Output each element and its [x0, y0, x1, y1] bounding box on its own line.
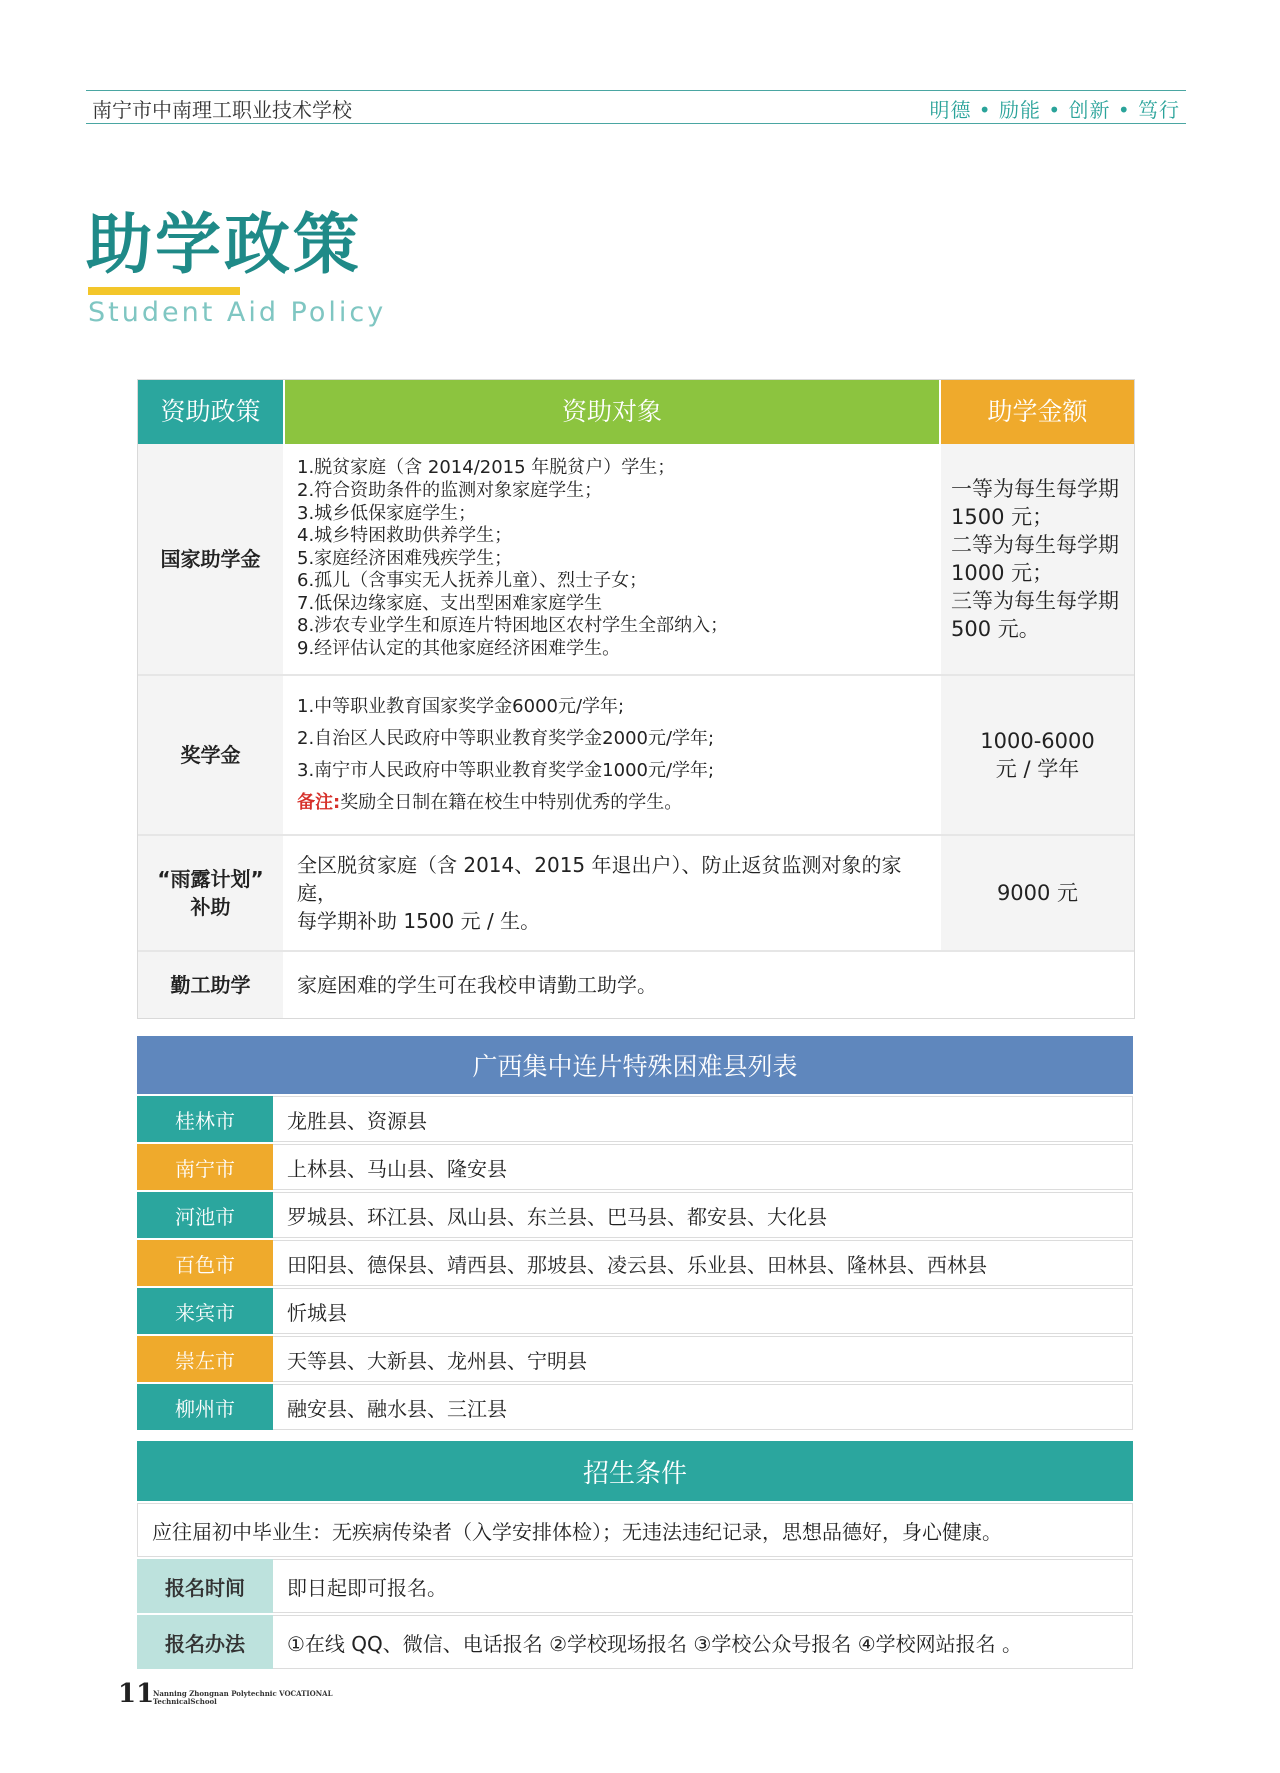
policy-name: 奖学金: [138, 676, 283, 834]
header-policy: 资助政策: [138, 380, 283, 444]
county-names: 田阳县、德保县、靖西县、那坡县、凌云县、乐业县、田林县、隆林县、西林县: [273, 1240, 1133, 1286]
county-names: 忻城县: [273, 1288, 1133, 1334]
amount-line: 1500 元；: [951, 505, 1054, 529]
city-label: 柳州市: [137, 1384, 273, 1430]
list-item: [137, 1336, 1133, 1382]
policy-name-line: 补助: [190, 895, 231, 919]
city-label: 桂林市: [137, 1096, 273, 1142]
admission-time-label: 报名时间: [137, 1559, 273, 1613]
note-label: 备注:: [297, 792, 341, 813]
table-row-work-study: [138, 950, 1134, 1018]
target-item: 9.经评估认定的其他家庭经济困难学生。: [297, 638, 621, 660]
target-item: 5.家庭经济困难残疾学生；: [297, 547, 513, 569]
list-item: [137, 1144, 1133, 1190]
policy-name: [138, 836, 283, 950]
list-item: [137, 1288, 1133, 1334]
amount-line: 二等为每生每学期: [951, 533, 1119, 557]
page-subtitle: Student Aid Policy: [88, 297, 387, 328]
amount-line: 三等为每生每学期: [951, 589, 1119, 613]
policy-targets: [283, 444, 939, 674]
amount-line: 1000-6000: [980, 729, 1095, 753]
admission-time-row: [137, 1559, 1133, 1613]
policy-targets: 家庭困难的学生可在我校申请勤工助学。: [283, 952, 1134, 1018]
table-row-scholarship: [138, 674, 1134, 834]
amount-line: 一等为每生每学期: [951, 477, 1119, 501]
county-list: [137, 1096, 1133, 1432]
admission-title: 招生条件: [137, 1441, 1133, 1501]
table-header-row: [138, 380, 1134, 444]
target-item: 全区脱贫家庭（含 2014、2015 年退出户）、防止返贫监测对象的家庭，: [297, 853, 902, 905]
footer-school-name: [153, 1690, 353, 1706]
footer-school-line: TechnicalSchool: [153, 1697, 217, 1706]
county-names: 上林县、马山县、隆安县: [273, 1144, 1133, 1190]
amount-lines: [951, 475, 1119, 643]
policy-name: 勤工助学: [138, 952, 283, 1018]
list-item: [137, 1096, 1133, 1142]
amount-line: 1000 元；: [951, 561, 1054, 585]
policy-targets: [283, 676, 939, 834]
policy-amount: 9000 元: [939, 836, 1134, 950]
aid-policy-table: [137, 379, 1135, 1019]
target-item: 2.符合资助条件的监测对象家庭学生；: [297, 479, 603, 501]
city-label: 百色市: [137, 1240, 273, 1286]
county-names: 天等县、大新县、龙州县、宁明县: [273, 1336, 1133, 1382]
county-names: 龙胜县、资源县: [273, 1096, 1133, 1142]
page-number: 11: [118, 1679, 155, 1709]
city-label: 河池市: [137, 1192, 273, 1238]
target-item: 8.涉农专业学生和原连片特困地区农村学生全部纳入；: [297, 615, 729, 637]
target-item: 6.孤儿（含事实无人抚养儿童）、烈士子女；: [297, 570, 648, 592]
policy-amount: [939, 444, 1134, 674]
target-item: 2.自治区人民政府中等职业教育奖学金2000元/学年;: [297, 728, 715, 749]
school-name: 南宁市中南理工职业技术学校: [92, 98, 352, 122]
target-item: 1.中等职业教育国家奖学金6000元/学年;: [297, 696, 625, 717]
city-label: 崇左市: [137, 1336, 273, 1382]
footer-school-line: Nanning Zhongnan Polytechnic VOCATIONAL: [153, 1689, 333, 1698]
amount-line: 500 元。: [951, 617, 1040, 641]
policy-targets: [283, 836, 939, 950]
scholarship-note: [297, 787, 927, 819]
admission-method-row: [137, 1615, 1133, 1669]
target-item: 3.城乡低保家庭学生；: [297, 502, 477, 524]
admission-method-value: ①在线 QQ、微信、电话报名 ②学校现场报名 ③学校公众号报名 ④学校网站报名 。: [273, 1615, 1133, 1669]
amount-line: 元 / 学年: [995, 757, 1080, 781]
county-list-title: 广西集中连片特殊困难县列表: [137, 1036, 1133, 1094]
target-item: 1.脱贫家庭（含 2014/2015 年脱贫户）学生；: [297, 457, 676, 479]
admission-time-value: 即日起即可报名。: [273, 1559, 1133, 1613]
admission-method-label: 报名办法: [137, 1615, 273, 1669]
city-label: 来宾市: [137, 1288, 273, 1334]
policy-name-line: “雨露计划”: [157, 867, 264, 891]
list-item: [137, 1240, 1133, 1286]
county-names: 罗城县、环江县、凤山县、东兰县、巴马县、都安县、大化县: [273, 1192, 1133, 1238]
policy-amount: [939, 676, 1134, 834]
note-text: 奖励全日制在籍在校生中特别优秀的学生。: [340, 792, 683, 813]
school-motto: 明德 • 励能 • 创新 • 笃行: [929, 98, 1180, 122]
target-item: 7.低保边缘家庭、支出型困难家庭学生: [297, 592, 603, 614]
city-label: 南宁市: [137, 1144, 273, 1190]
title-underline: [88, 287, 240, 295]
target-item: 4.城乡特困救助供养学生；: [297, 525, 513, 547]
header-amount: 助学金额: [939, 380, 1134, 444]
county-names: 融安县、融水县、三江县: [273, 1384, 1133, 1430]
list-item: [137, 1192, 1133, 1238]
target-item: 3.南宁市人民政府中等职业教育奖学金1000元/学年;: [297, 760, 715, 781]
list-item: [137, 1384, 1133, 1430]
table-row-grant: [138, 444, 1134, 674]
admission-requirement: 应往届初中毕业生：无疾病传染者（入学安排体检）；无违法违纪记录，思想品德好，身心健康。: [137, 1503, 1133, 1557]
header-target: 资助对象: [283, 380, 939, 444]
policy-name: 国家助学金: [138, 444, 283, 674]
page-title: 助学政策: [86, 206, 362, 283]
target-item: 每学期补助 1500 元 / 生。: [297, 909, 541, 933]
table-row-yulu: [138, 834, 1134, 950]
page-header: [86, 90, 1186, 124]
